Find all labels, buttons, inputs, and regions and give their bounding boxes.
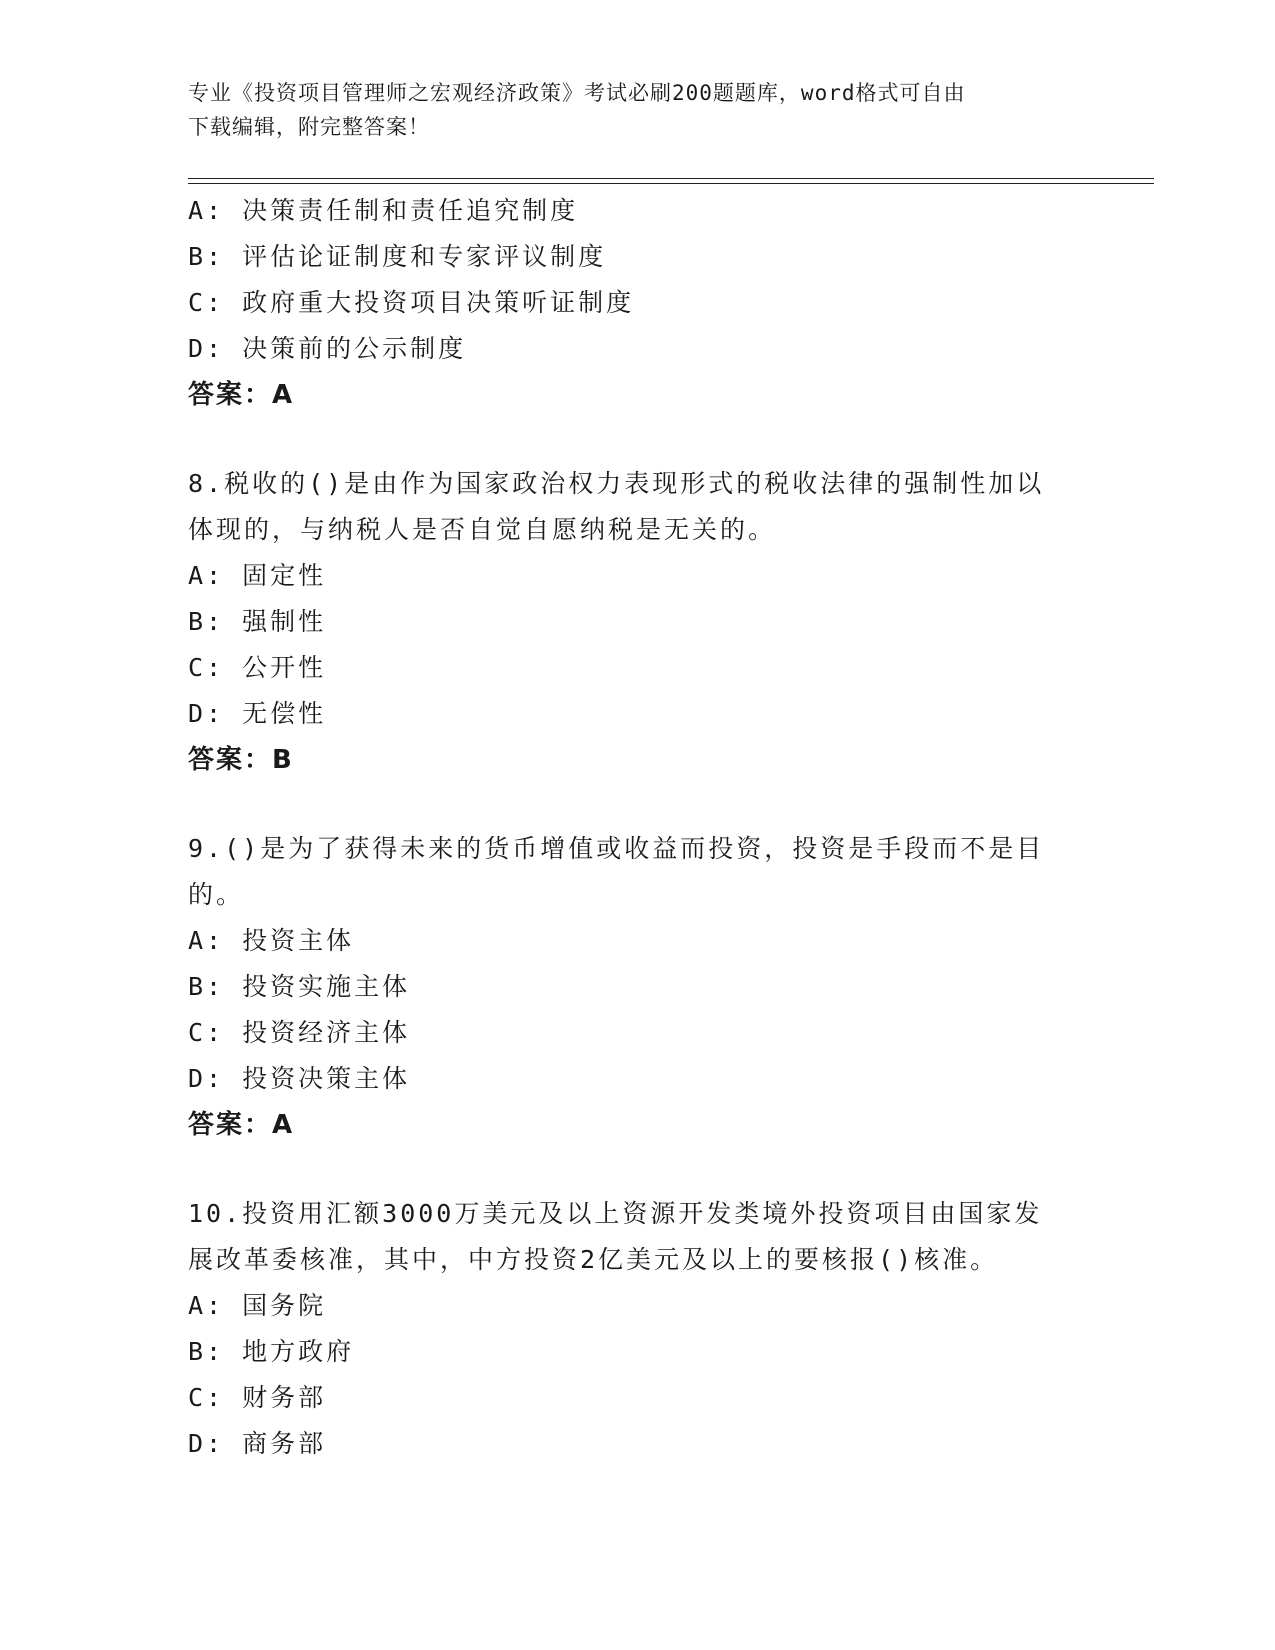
question-list: [188, 188, 1088, 1467]
question-stem-line-2: 体现的，与纳税人是否自觉自愿纳税是无关的。: [188, 515, 777, 544]
option-a: A: 决策责任制和责任追究制度: [188, 196, 579, 225]
option-c: C: 投资经济主体: [188, 1018, 411, 1047]
question-9: [188, 826, 1088, 1148]
document-intro: [188, 76, 1068, 144]
header-divider-bottom: [188, 183, 1154, 184]
option-d: D: 无偿性: [188, 699, 327, 728]
option-c: C: 公开性: [188, 653, 327, 682]
question-stem-line-1: 9.()是为了获得未来的货币增值或收益而投资，投资是手段而不是目: [188, 834, 1045, 863]
question-8: [188, 461, 1088, 783]
option-c: C: 财务部: [188, 1383, 327, 1412]
header-divider-top: [188, 178, 1154, 179]
option-a: A: 固定性: [188, 561, 327, 590]
answer: 答案：A: [188, 380, 295, 410]
option-c: C: 政府重大投资项目决策听证制度: [188, 288, 635, 317]
question-10: [188, 1191, 1088, 1467]
option-b: B: 强制性: [188, 607, 327, 636]
question-7: [188, 188, 1088, 418]
option-a: A: 投资主体: [188, 926, 355, 955]
question-stem-line-2: 展改革委核准，其中，中方投资2亿美元及以上的要核报()核准。: [188, 1245, 999, 1274]
question-stem-line-2: 的。: [188, 880, 245, 909]
option-b: B: 地方政府: [188, 1337, 355, 1366]
option-d: D: 投资决策主体: [188, 1064, 411, 1093]
intro-line-2: 下载编辑，附完整答案！: [188, 115, 430, 139]
option-b: B: 评估论证制度和专家评议制度: [188, 242, 607, 271]
question-stem-line-1: 8.税收的()是由作为国家政治权力表现形式的税收法律的强制性加以: [188, 469, 1045, 498]
intro-line-1: 专业《投资项目管理师之宏观经济政策》考试必刷200题题库，word格式可自由: [188, 81, 966, 105]
option-d: D: 决策前的公示制度: [188, 334, 467, 363]
question-stem-line-1: 10.投资用汇额3000万美元及以上资源开发类境外投资项目由国家发: [188, 1199, 1043, 1228]
option-b: B: 投资实施主体: [188, 972, 411, 1001]
option-d: D: 商务部: [188, 1429, 327, 1458]
answer: 答案：B: [188, 745, 294, 775]
answer: 答案：A: [188, 1110, 295, 1140]
option-a: A: 国务院: [188, 1291, 327, 1320]
